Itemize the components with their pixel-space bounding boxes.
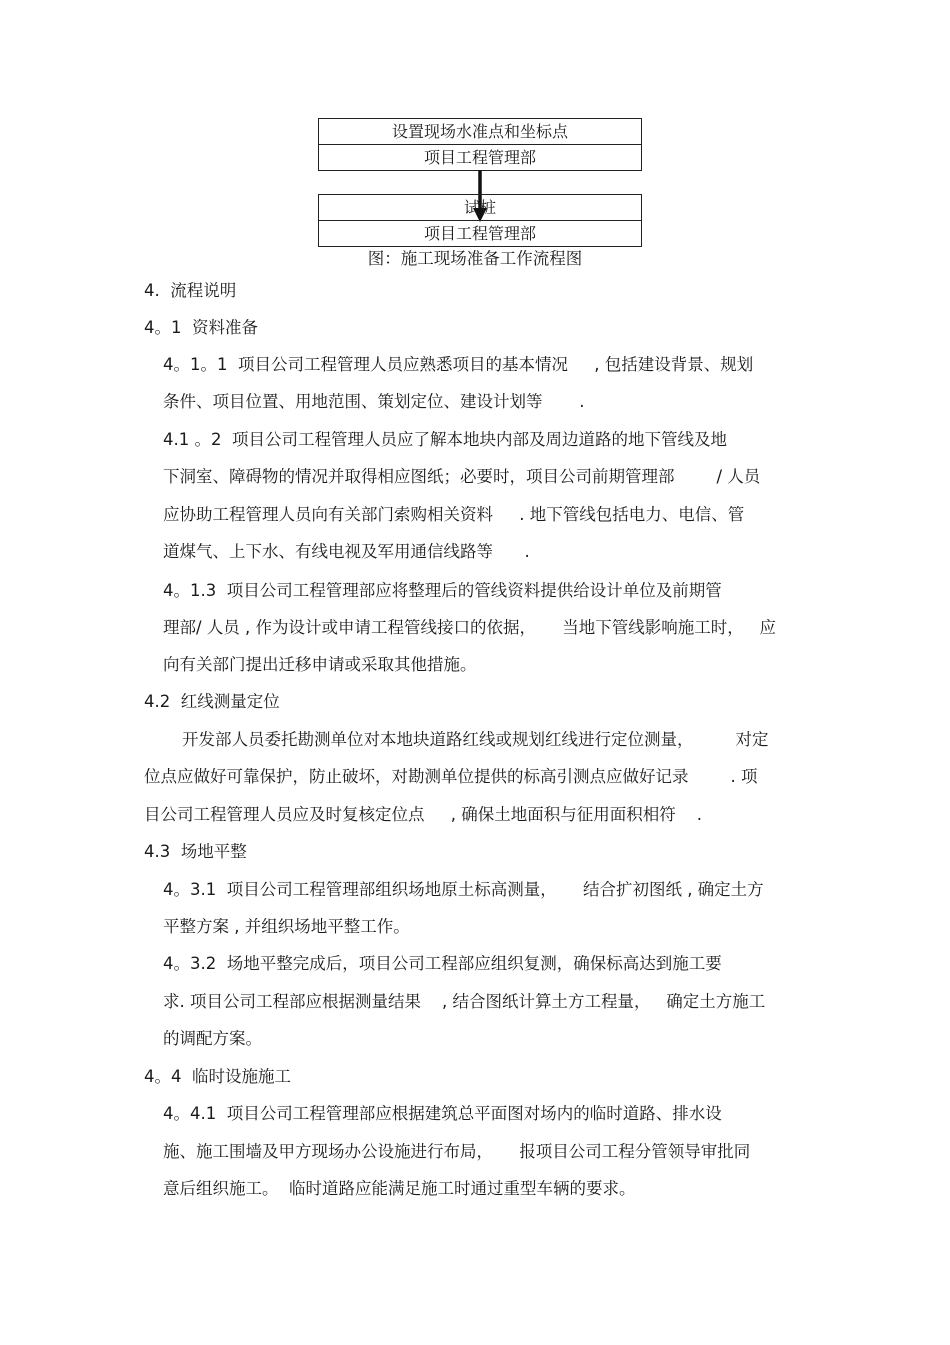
paragraph-line: 求. 项目公司工程部应根据测量结果 , 结合图纸计算土方工程量， 确定土方施工 xyxy=(163,992,766,1011)
flowchart-step-test-pile xyxy=(318,194,642,247)
flowchart-step-owner: 项目工程管理部 xyxy=(319,220,641,246)
flowchart-step-title: 设置现场水准点和坐标点 xyxy=(391,122,568,141)
paragraph-line: 下洞室、障碍物的情况并取得相应图纸；必要时，项目公司前期管理部 / 人员 xyxy=(163,467,761,486)
flowchart-step-owner: 项目工程管理部 xyxy=(319,144,641,170)
section-heading: 4. 流程说明 xyxy=(144,281,237,300)
figure-caption: 图：施工现场准备工作流程图 xyxy=(367,249,583,268)
paragraph-line: 4。1。1 项目公司工程管理人员应熟悉项目的基本情况 , 包括建设背景、规划 xyxy=(163,355,754,374)
paragraph-line: 应协助工程管理人员向有关部门索购相关资料 . 地下管线包括电力、电信、管 xyxy=(163,505,745,524)
paragraph-line: 4。1.3 项目公司工程管理部应将整理后的管线资料提供给设计单位及前期管 xyxy=(163,581,722,600)
paragraph-line: 平整方案 , 并组织场地平整工作。 xyxy=(163,917,410,936)
paragraph-line: 4.1 。2 项目公司工程管理人员应了解本地块内部及周边道路的地下管线及地 xyxy=(163,430,727,449)
paragraph-line: 位点应做好可靠保护，防止破坏，对勘测单位提供的标高引测点应做好记录 . 项 xyxy=(144,767,758,786)
paragraph-line: 开发部人员委托勘测单位对本地块道路红线或规划红线进行定位测量， 对定 xyxy=(182,730,769,749)
subsection-heading: 4。4 临时设施施工 xyxy=(144,1067,291,1086)
subsection-heading: 4.2 红线测量定位 xyxy=(144,692,280,711)
subsection-heading: 4。1 资料准备 xyxy=(144,318,258,337)
paragraph-line: 意后组织施工。 临时道路应能满足施工时通过重型车辆的要求。 xyxy=(163,1179,636,1198)
paragraph-line: 4。3.2 场地平整完成后，项目公司工程部应组织复测，确保标高达到施工要 xyxy=(163,954,722,973)
paragraph-line: 目公司工程管理人员应及时复核定位点 , 确保土地面积与征用面积相符 . xyxy=(144,805,702,824)
paragraph-line: 条件、项目位置、用地范围、策划定位、建设计划等 . xyxy=(163,392,585,411)
subsection-heading: 4.3 场地平整 xyxy=(144,842,247,861)
paragraph-line: 理部/ 人员 , 作为设计或申请工程管线接口的依据， 当地下管线影响施工时， 应 xyxy=(163,618,776,637)
paragraph-line: 道煤气、上下水、有线电视及军用通信线路等 . xyxy=(163,542,530,561)
paragraph-line: 4。4.1 项目公司工程管理部应根据建筑总平面图对场内的临时道路、排水设 xyxy=(163,1104,722,1123)
flowchart-step-title: 试桩 xyxy=(463,198,496,217)
paragraph-line: 施、施工围墙及甲方现场办公设施进行布局， 报项目公司工程分管领导审批同 xyxy=(163,1142,751,1161)
paragraph-line: 的调配方案。 xyxy=(163,1029,262,1048)
paragraph-line: 4。3.1 项目公司工程管理部组织场地原土标高测量， 结合扩初图纸 , 确定土方 xyxy=(163,880,764,899)
flowchart-step-setup-benchmarks xyxy=(318,118,642,171)
paragraph-line: 向有关部门提出迁移申请或采取其他措施。 xyxy=(163,655,477,674)
